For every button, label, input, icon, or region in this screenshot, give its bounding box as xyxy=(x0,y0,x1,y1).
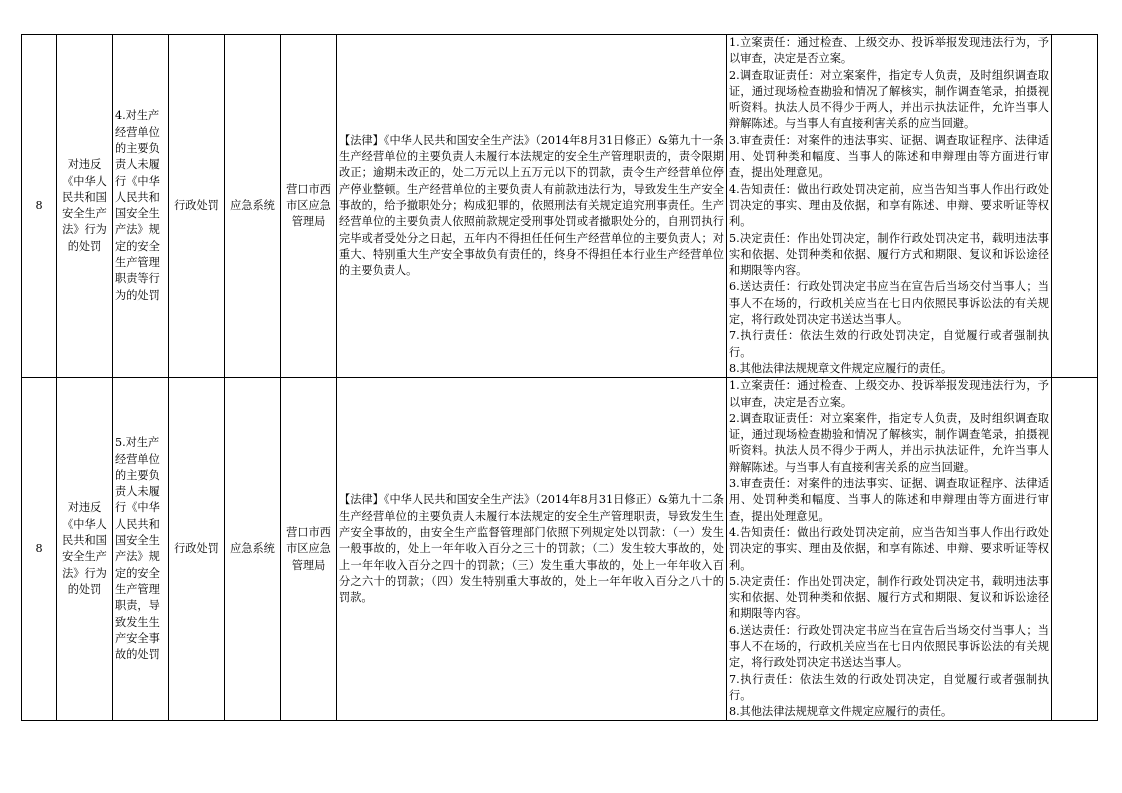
item-name: 对违反《中华人民共和国安全生产法》行为的处罚 xyxy=(57,35,113,378)
item-system: 应急系统 xyxy=(225,35,281,378)
legal-basis xyxy=(337,35,727,378)
item-department: 营口市西市区应急管理局 xyxy=(281,378,337,721)
responsibility-item: 3.审查责任：对案件的违法事实、证据、调查取证程序、法律适用、处罚种类和幅度、当事人的陈述和申辩理由等方面进行审查，提出处理意见。 xyxy=(729,477,1049,523)
remarks xyxy=(1052,378,1098,721)
row-index: 8 xyxy=(22,35,57,378)
responsibilities xyxy=(727,378,1052,721)
responsibility-item: 7.执行责任：依法生效的行政处罚决定，自觉履行或者强制执行。 xyxy=(729,329,1049,359)
table-row xyxy=(22,378,1098,721)
responsibility-item: 4.告知责任：做出行政处罚决定前，应当告知当事人作出行政处罚决定的事实、理由及依据，和享有陈述、申辩、要求听证等权利。 xyxy=(729,525,1049,572)
responsibility-item: 4.告知责任：做出行政处罚决定前，应当告知当事人作出行政处罚决定的事实、理由及依据，和享有陈述、申辩、要求听证等权利。 xyxy=(729,182,1049,229)
sub-item-name: 5.对生产经营单位的主要负责人未履行《中华人民共和国安全生产法》规定的安全生产管理职责，导致发生生产安全事故的处罚 xyxy=(113,378,169,721)
item-name: 对违反《中华人民共和国安全生产法》行为的处罚 xyxy=(57,378,113,721)
responsibility-item: 8.其他法律法规规章文件规定应履行的责任。 xyxy=(729,705,953,719)
responsibility-item: 3.审查责任：对案件的违法事实、证据、调查取证程序、法律适用、处罚种类和幅度、当事人的陈述和申辩理由等方面进行审查，提出处理意见。 xyxy=(729,133,1049,180)
responsibility-item: 6.送达责任：行政处罚决定书应当在宣告后当场交付当事人；当事人不在场的，行政机关应当在七日内依照民事诉讼法的有关规定，将行政处罚决定书送达当事人。 xyxy=(729,280,1049,327)
item-category: 行政处罚 xyxy=(169,35,225,378)
responsibility-item: 2.调查取证责任：对立案案件，指定专人负责，及时组织调查取证，通过现场检查勘验和情况了解核实，制作调查笔录，拍摄视听资料。执法人员不得少于两人，并出示执法证件，允许当事人辩解陈述。与当事人有直接利害关系的应当回避。 xyxy=(729,68,1049,131)
item-department: 营口市西市区应急管理局 xyxy=(281,35,337,378)
responsibility-item: 1.立案责任：通过检查、上级交办、投诉举报发现违法行为，予以审查，决定是否立案。 xyxy=(729,379,1049,409)
row-index: 8 xyxy=(22,378,57,721)
item-category: 行政处罚 xyxy=(169,378,225,721)
responsibility-item: 8.其他法律法规规章文件规定应履行的责任。 xyxy=(729,361,953,375)
legal-basis-text: 【法律】《中华人民共和国安全生产法》（2014年8月31日修正）&第九十二条 生产经营单位的主要负责人未履行本法规定的安全生产管理职责，导致发生生产安全事故的，由安全生产监督管理部门依照下列规定处以罚款：（一）发生一般事故的，处上一年年收入百分之三十的罚款；（二）发生较大事故的，处上一年年收入百分之四十的罚款；（三）发生重大事故的，处上一年年收入百分之六十的罚款；（四）发生特别重大事故的，处上一年年收入百分之八十的罚款。 xyxy=(339,493,724,605)
responsibility-item: 7.执行责任：依法生效的行政处罚决定，自觉履行或者强制执行。 xyxy=(729,672,1049,702)
responsibilities xyxy=(727,35,1052,378)
table-row xyxy=(22,35,1098,378)
legal-basis xyxy=(337,378,727,721)
responsibility-item: 2.调查取证责任：对立案案件，指定专人负责，及时组织调查取证，通过现场检查勘验和情况了解核实，制作调查笔录，拍摄视听资料。执法人员不得少于两人，并出示执法证件，允许当事人辩解陈述。与当事人有直接利害关系的应当回避。 xyxy=(729,411,1049,474)
responsibility-item: 5.决定责任：作出处罚决定，制作行政处罚决定书，载明违法事实和依据、处罚种类和依据、履行方式和期限、复议和诉讼途径和期限等内容。 xyxy=(729,231,1049,278)
sub-item-name: 4.对生产经营单位的主要负责人未履行《中华人民共和国安全生产法》规定的安全生产管理职责等行为的处罚 xyxy=(113,35,169,378)
item-system: 应急系统 xyxy=(225,378,281,721)
remarks xyxy=(1052,35,1098,378)
responsibility-item: 6.送达责任：行政处罚决定书应当在宣告后当场交付当事人；当事人不在场的，行政机关应当在七日内依照民事诉讼法的有关规定，将行政处罚决定书送达当事人。 xyxy=(729,623,1049,670)
responsibility-item: 1.立案责任：通过检查、上级交办、投诉举报发现违法行为，予以审查，决定是否立案。 xyxy=(729,36,1049,66)
legal-basis-text: 【法律】《中华人民共和国安全生产法》（2014年8月31日修正）&第九十一条 生产经营单位的主要负责人未履行本法规定的安全生产管理职责的，责令限期改正；逾期未改正的，处二万元以上五万元以下的罚款，责令生产经营单位停产停业整顿。生产经营单位的主要负责人有前款违法行为，导致发生生产安全事故的，给予撤职处分；构成犯罪的，依照刑法有关规定追究刑事责任。生产经营单位的主要负责人依照前款规定受刑事处罚或者撤职处分的，自刑罚执行完毕或者受处分之日起，五年内不得担任任何生产经营单位的主要负责人；对重大、特别重大生产安全事故负有责任的，终身不得担任本行业生产经营单位的主要负责人。 xyxy=(339,133,724,278)
responsibility-table xyxy=(21,34,1098,721)
responsibility-item: 5.决定责任：作出处罚决定，制作行政处罚决定书，载明违法事实和依据、处罚种类和依据、履行方式和期限、复议和诉讼途径和期限等内容。 xyxy=(729,574,1049,621)
